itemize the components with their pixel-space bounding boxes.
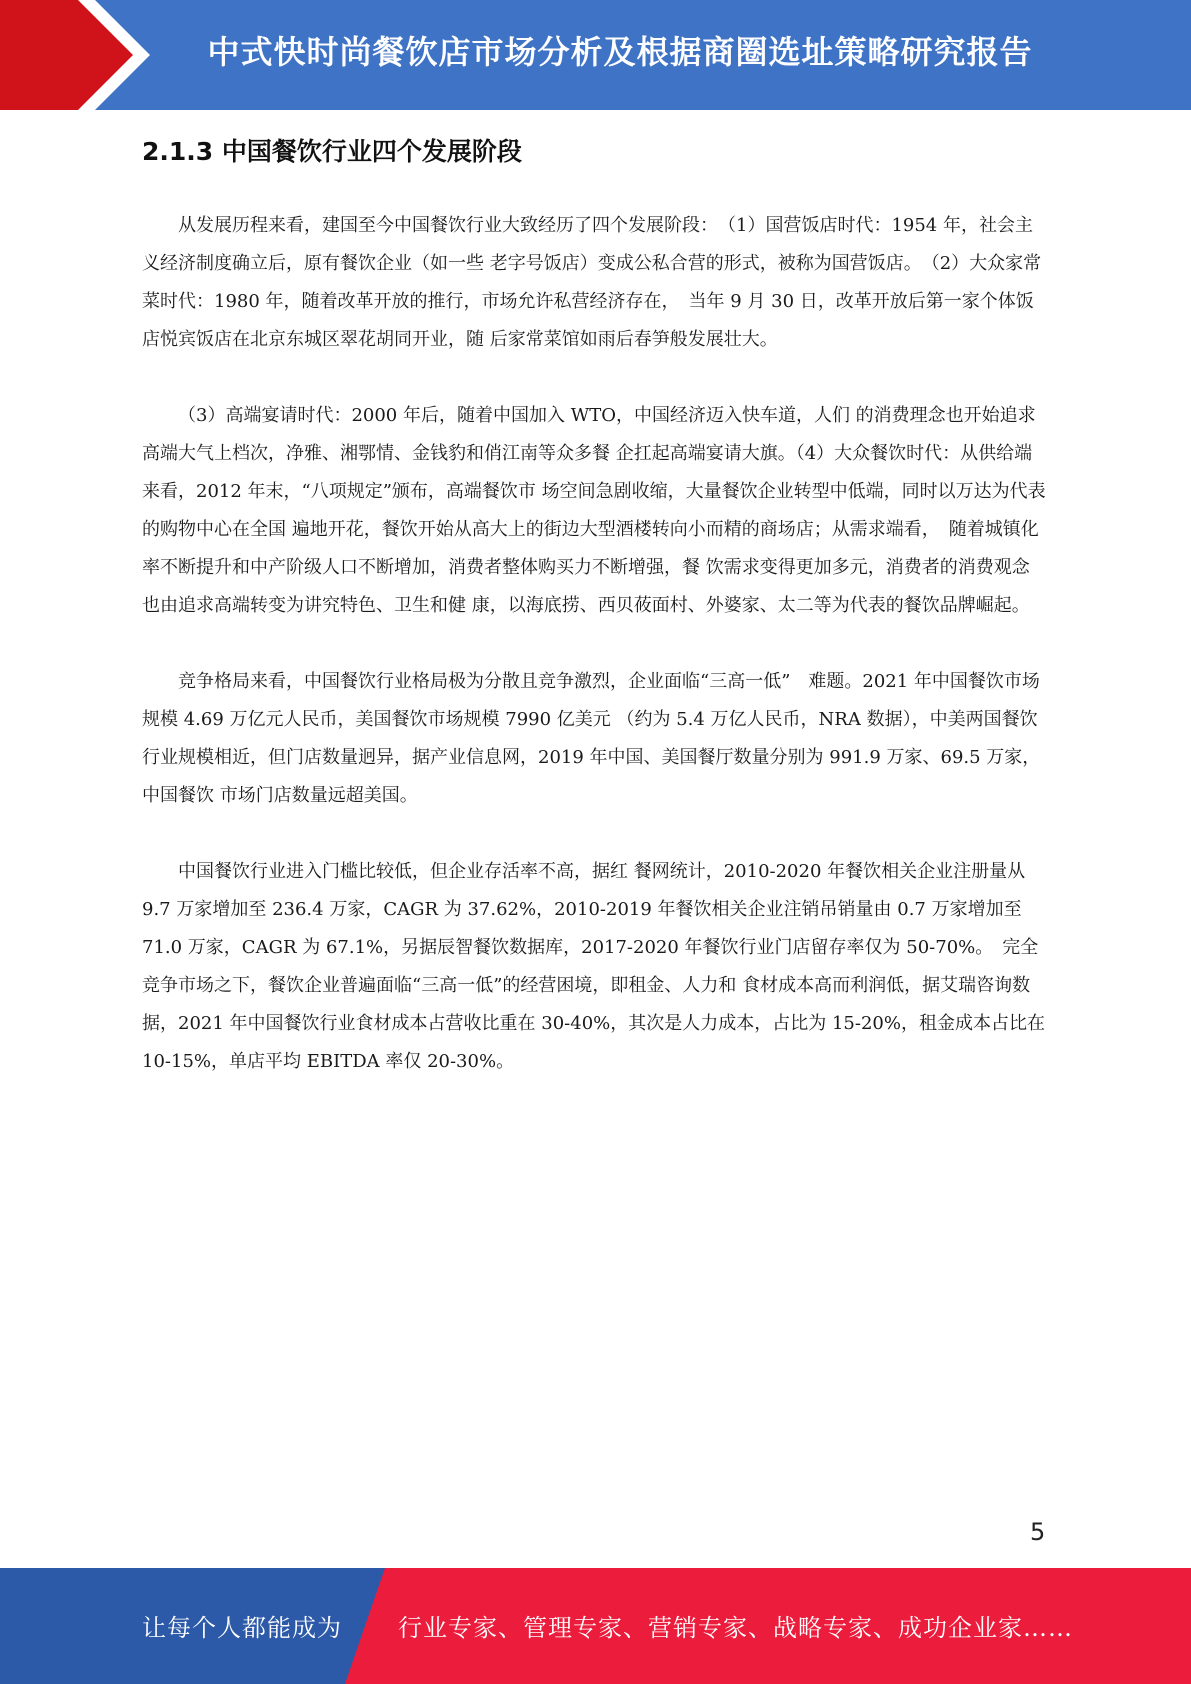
paragraph-survival-rate: 中国餐饮行业进入门槛比较低，但企业存活率不高，据红 餐网统计，2010-2020 年餐饮相关企业注册量从 9.7 万家增加至 236.4 万家，CAGR 为 37.62%，2010-2019 年餐饮相关企业注销吊销量由 0.7 万家增加至 71.0 万家，CAGR 为 67.1%，另据辰智餐饮数据库，2017-2020 年餐饮行业门店留存率仅为 50-70%。 完全竞争市场之下，餐饮企业普遍面临“三高一低”的经营困境，即租金、人力和 食材成本高而利润低，据艾瑞咨询数据，2021 年中国餐饮行业食材成本占营收比重在 30-40%，其次是人力成本，占比为 15-20%，租金成本占比在 10-15%，单店平均 EBITDA 率仅 20-30%。 bbox=[142, 861, 1045, 1072]
footer-slogan-right: 行业专家、管理专家、营销专家、战略专家、成功企业家…… bbox=[398, 1614, 1073, 1642]
page-header bbox=[0, 0, 1191, 110]
page-footer bbox=[0, 1568, 1191, 1684]
footer-slogan-left: 让每个人都能成为 bbox=[142, 1614, 342, 1642]
section-heading: 2.1.3 中国餐饮行业四个发展阶段 bbox=[142, 137, 522, 166]
paragraph-development-stages-2: （3）高端宴请时代：2000 年后，随着中国加入 WTO，中国经济迈入快车道，人们 的消费理念也开始追求高端大气上档次，净雅、湘鄂情、金钱豹和俏江南等众多餐 企扛起高端宴请大旗。（4）大众餐饮时代：从供给端来看，2012 年末，“八项规定”颁布，高端餐饮市 场空间急剧收缩，大量餐饮企业转型中低端，同时以万达为代表的购物中心在全国 遍地开花，餐饮开始从高大上的街边大型酒楼转向小而精的商场店；从需求端看， 随着城镇化率不断提升和中产阶级人口不断增加，消费者整体购买力不断增强，餐 饮需求变得更加多元，消费者的消费观念也由追求高端转变为讲究特色、卫生和健 康，以海底捞、西贝莜面村、外婆家、太二等为代表的餐饮品牌崛起。 bbox=[142, 405, 1046, 616]
paragraph-development-stages-1: 从发展历程来看，建国至今中国餐饮行业大致经历了四个发展阶段： （1）国营饭店时代：1954 年，社会主义经济制度确立后，原有餐饮企业（如一些 老字号饭店）变成公私合营的形式，被称为国营饭店。 （2）大众家常菜时代：1980 年，随着改革开放的推行，市场允许私营经济存在， 当年 9 月 30 日，改革开放后第一家个体饭店悦宾饭店在北京东城区翠花胡同开业，随 后家常菜馆如雨后春笋般发展壮大。 bbox=[142, 215, 1042, 350]
report-title: 中式快时尚餐饮店市场分析及根据商圈选址策略研究报告 bbox=[207, 33, 1033, 71]
header-red-arrow-decoration bbox=[0, 0, 150, 110]
paragraph-competition: 竞争格局来看，中国餐饮行业格局极为分散且竞争激烈，企业面临“三高一低” 难题。2021 年中国餐饮市场规模 4.69 万亿元人民币，美国餐饮市场规模 7990 亿美元 （约为 5.4 万亿人民币，NRA 数据），中美两国餐饮行业规模相近，但门店数量迥异，据产业信息网，2019 年中国、美国餐厅数量分别为 991.9 万家、69.5 万家，中国餐饮 市场门店数量远超美国。 bbox=[142, 671, 1041, 806]
body-text bbox=[142, 207, 1047, 1119]
page-number: 5 bbox=[1030, 1518, 1046, 1546]
